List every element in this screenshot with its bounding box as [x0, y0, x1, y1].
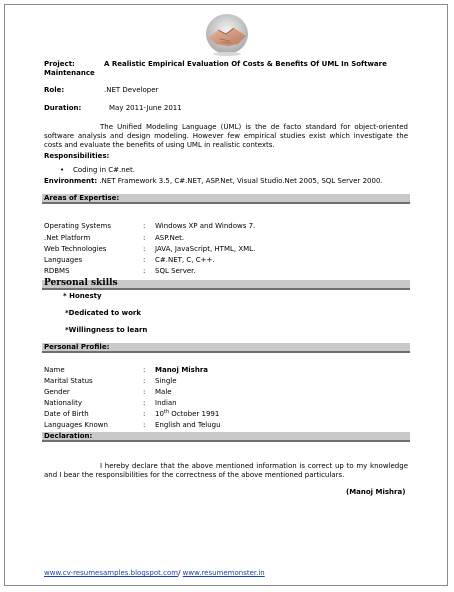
- section-title: Declaration:: [44, 432, 93, 440]
- duration-value: May 2011-June 2011: [109, 104, 182, 112]
- profile-sep: :: [143, 399, 146, 407]
- profile-value: Single: [155, 377, 177, 385]
- footer-link-site[interactable]: www.resumemonster.in: [182, 569, 265, 577]
- role-label: Role:: [44, 86, 65, 94]
- section-skills: [42, 280, 410, 290]
- profile-name-value: Manoj Mishra: [155, 366, 209, 374]
- footer-link-blog[interactable]: www.cv-resumesamples.blogspot.com: [44, 569, 179, 577]
- profile-label: Name: [44, 366, 65, 374]
- environment-line: [44, 177, 383, 186]
- expertise-sep: :: [143, 267, 146, 275]
- expertise-sep: :: [143, 245, 146, 253]
- skill-item: * Honesty: [63, 292, 102, 300]
- profile-value: Indian: [155, 399, 177, 407]
- section-profile: [42, 343, 410, 353]
- expertise-value: ASP.Net.: [155, 234, 185, 242]
- skill-item: *Willingness to learn: [65, 326, 148, 334]
- section-expertise: [42, 194, 410, 204]
- responsibility-bullet: •: [60, 166, 65, 174]
- expertise-value: SQL Server.: [155, 267, 196, 275]
- profile-dob-value: [155, 410, 219, 419]
- project-description: The Unified Modeling Language (UML) is the de facto standard for object-oriented software analysis and design modeling. However few empirical studies exist which investigate the costs and evaluate the benefits of using UML in realistic contexts.: [44, 123, 408, 149]
- profile-label: Languages Known: [44, 421, 108, 429]
- expertise-label: Web Technologies: [44, 245, 107, 253]
- expertise-label: Operating Systems: [44, 222, 111, 230]
- environment-label: Environment:: [44, 177, 98, 185]
- section-title: Areas of Expertise:: [44, 194, 120, 202]
- profile-label: Nationality: [44, 399, 83, 407]
- section-declaration: [42, 432, 410, 442]
- dob-day: 10: [155, 410, 164, 418]
- profile-label: Date of Birth: [44, 410, 89, 418]
- profile-sep: :: [143, 377, 146, 385]
- signature: (Manoj Mishra): [346, 488, 406, 496]
- expertise-sep: :: [143, 234, 146, 242]
- project-title: A Realistic Empirical Evaluation Of Costs & Benefits Of UML In Software: [104, 60, 387, 68]
- profile-value: English and Telugu: [155, 421, 221, 429]
- profile-sep: :: [143, 421, 146, 429]
- profile-label: Gender: [44, 388, 70, 396]
- responsibility-item: Coding in C#.net.: [73, 166, 135, 174]
- profile-sep: :: [143, 366, 146, 374]
- dob-suffix: th: [163, 409, 170, 415]
- expertise-sep: :: [143, 222, 146, 230]
- profile-label: Marital Status: [44, 377, 93, 385]
- expertise-label: Languages: [44, 256, 83, 264]
- expertise-value: JAVA, JavaScript, HTML, XML.: [155, 245, 256, 253]
- profile-value: Male: [155, 388, 172, 396]
- expertise-value: Windows XP and Windows 7.: [155, 222, 256, 230]
- project-label: Project:: [44, 60, 75, 68]
- section-title: Personal Profile:: [44, 343, 110, 351]
- declaration-text: I hereby declare that the above mentioned information is correct up to my knowledge and I bear the responsibilities for the correctness of the above mentioned particulars.: [44, 462, 408, 479]
- section-title: Personal skills: [44, 278, 118, 288]
- handshake-icon: [204, 12, 250, 58]
- expertise-sep: :: [143, 256, 146, 264]
- dob-rest: October 1991: [169, 410, 220, 418]
- footer-separator: /: [178, 569, 183, 577]
- project-title-continued: Maintenance: [44, 69, 95, 77]
- profile-sep: :: [143, 388, 146, 396]
- profile-sep: :: [143, 410, 146, 418]
- expertise-label: RDBMS: [44, 267, 70, 275]
- expertise-value: C#.NET, C, C++.: [155, 256, 215, 264]
- role-value: .NET Developer: [104, 86, 159, 94]
- expertise-label: .Net Platform: [44, 234, 91, 242]
- environment-value: .NET Framework 3.5, C#.NET, ASP.Net, Visual Studio.Net 2005, SQL Server 2000.: [99, 177, 383, 185]
- duration-label: Duration:: [44, 104, 82, 112]
- footer-links: [44, 569, 265, 578]
- skill-item: *Dedicated to work: [65, 309, 142, 317]
- responsibilities-label: Responsibilities:: [44, 152, 110, 160]
